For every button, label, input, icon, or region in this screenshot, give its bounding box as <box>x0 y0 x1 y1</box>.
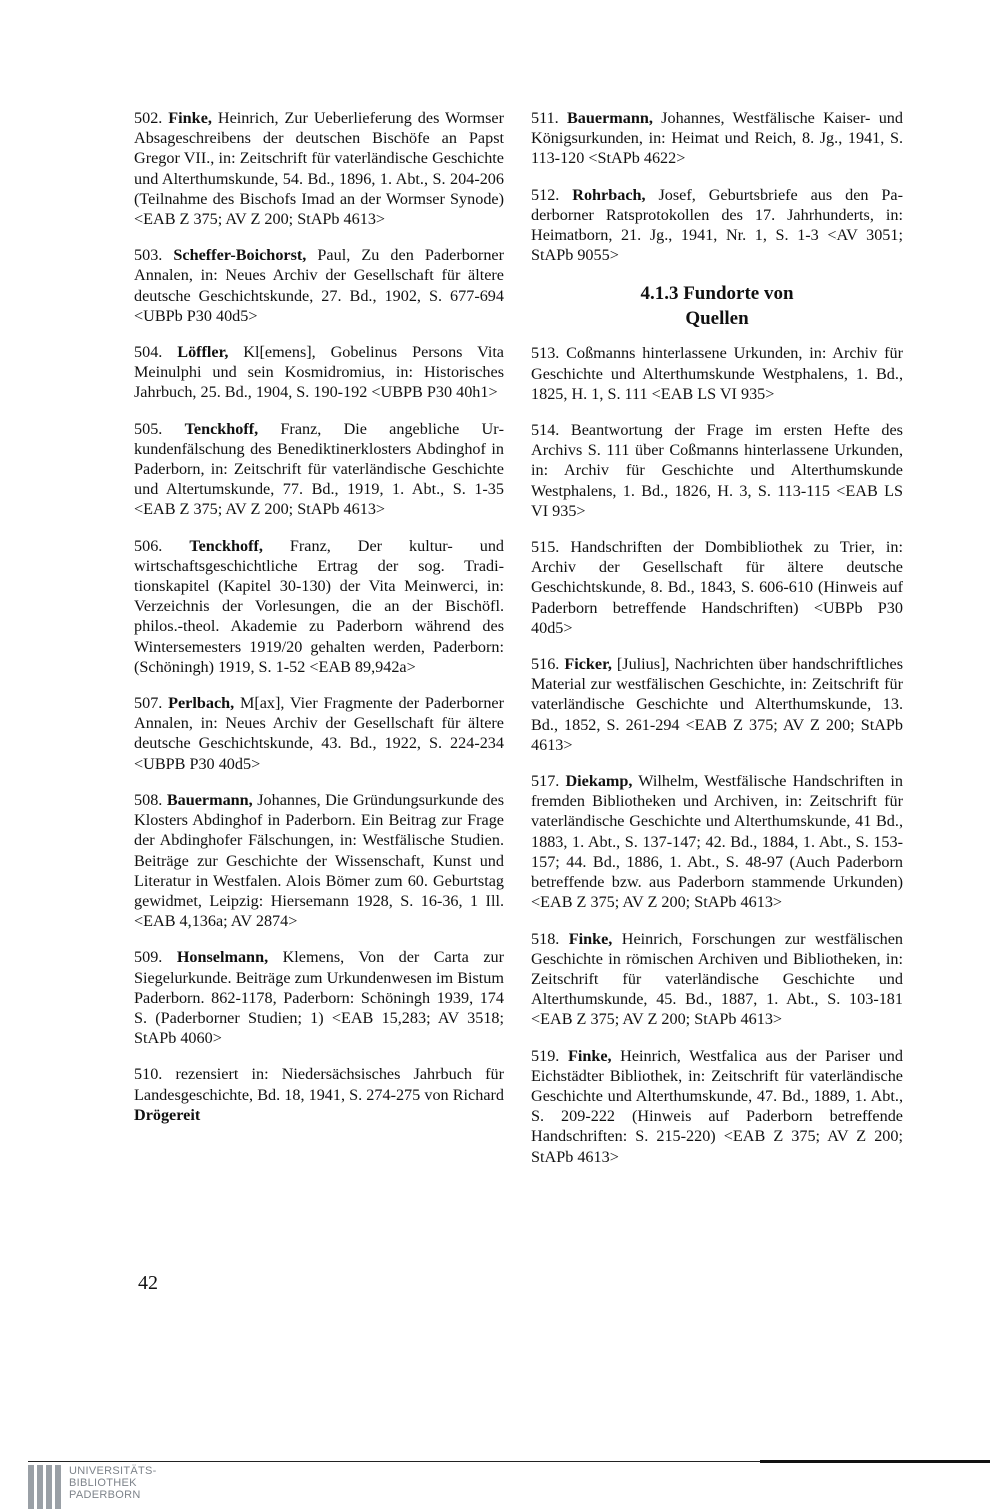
entry-number: 503. <box>134 246 174 265</box>
entry-513 <box>531 343 903 404</box>
logo-line: BIBLIOTHEK <box>69 1477 137 1489</box>
entry-text: Wilhelm, Westfälische Handschriften in fremden Bibliotheken und Archiven, in: Zeitschrift für vaterländische Geschichte und Alterthumskunde, 41 Bd., 1883, 1. Abt., S. 137-147; 42. Bd., 1884, 1. Abt., S. 153-157; 44. Bd., 1886, 1. Abt., S. 48-97 (Auch Paderborn betreffende bzw. aus Paderborn stammende Urkunden) <EAB Z 375; AV Z 200; StAPb 4613> <box>531 772 903 912</box>
entry-author: Finke, <box>568 929 613 948</box>
entry-text: Franz, Der kultur- und wirtschaftsgeschichtliche Ertrag der sog. Traditionskapitel (Kapitel 30-130) der Vita Meinwerci, in: Verzeichnis der Vorlesungen, die an der Bischöfl. philos.-theol. Akademie zu Paderborn während des Wintersemesters 1919/20 gehalten werden, Paderborn: (Schöningh) 1919, S. 1-52 <EAB 89,942a> <box>134 536 505 676</box>
entry-text: Josef, Geburtsbriefe aus den Paderborner Ratsprotokollen des 17. Jahrhunderts, in: Heimatborn, 21. Jg., 1941, Nr. 1, S. 1-3 <AV 3051; StAPb 9055> <box>531 185 903 265</box>
entry-author: Perlbach, <box>168 694 235 713</box>
entry-text: Heinrich, Forschungen zur westfälischen Geschichte in römischen Archiven und Bibliotheken, in: Zeitschrift für vaterländische Geschichte und Alterthumskunde, 45. Bd., 1887, 1. Abt., S. 103-181 <EAB Z 375; AV Z 200; StAPb 4613> <box>531 929 904 1029</box>
entry-508 <box>134 790 504 931</box>
right-column <box>531 108 903 1183</box>
entry-504 <box>134 342 504 403</box>
entry-510 <box>134 1064 504 1125</box>
entry-511 <box>531 108 903 169</box>
footer-rule-thick <box>760 1460 990 1463</box>
logo-line: PADERBORN <box>69 1489 141 1501</box>
entry-text: Kl[emens], Gobelinus Persons Vita Meinulphi und sein Kosmidromius, in: Historisches Jahrbuch, 25. Bd., 1904, S. 190-192 <UBPB P30 40h1> <box>134 343 504 402</box>
entry-author: Drögereit <box>134 1105 201 1124</box>
entry-502 <box>134 108 504 229</box>
entry-author: Diekamp, <box>565 772 633 791</box>
entry-515 <box>531 537 903 638</box>
entry-506 <box>134 536 504 677</box>
entry-text: Johannes, Die Gründungsurkunde des Klosters Abdinghof in Paderborn. Ein Beitrag zur Frage der Abdinghofer Fälschungen, in: Westfälische Studien. Beiträge zur Geschichte der Wissenschaft, Kunst und Literatur in Westfalen. Alois Bömer zum 60. Geburtstag gewidmet, Leipzig: Hiersemann 1928, S. 16-36, 1 Ill. <EAB 4,136a; AV 2874> <box>134 790 505 931</box>
entry-text: Franz, Die angebliche Urkundenfälschung des Benediktinerklosters Abdinghof in Paderborn, in: Zeitschrift für vaterländische Geschichte und Altertumskunde, 77. Bd., 1919, 1. Abt., S. 1-35 <EAB Z 375; AV Z 200; StAPb 4613> <box>134 419 505 519</box>
entry-text: Klemens, Von der Carta zur Siegelurkunde. Beiträge zum Urkundenwesen im Bistum Paderborn. 862-1178, Paderborn: Schöningh 1939, 174 S. (Paderborner Studien; 1) <EAB 15,283; AV 3518; StAPb 4060> <box>134 948 504 1048</box>
entry-519 <box>531 1046 903 1167</box>
entry-518 <box>531 929 903 1030</box>
entry-number: 509. <box>134 948 177 967</box>
entry-503 <box>134 245 504 326</box>
entry-author: Finke, <box>567 1046 612 1065</box>
entry-number: 516. <box>531 655 565 674</box>
entry-author: Tenckhoff, <box>184 419 259 438</box>
entry-512 <box>531 185 903 266</box>
entry-number: 502. <box>134 109 169 127</box>
entry-514 <box>531 420 903 521</box>
entry-number: 507. <box>134 694 169 713</box>
entry-number: 506. <box>134 536 190 555</box>
entry-516 <box>531 654 903 755</box>
section-heading: 4.1.3 Fundorte von Quellen <box>640 283 794 330</box>
entry-author: Tenckhoff, <box>189 536 263 555</box>
entry-author: Ficker, <box>564 655 612 674</box>
entry-number: 505. <box>134 419 185 438</box>
entry-number: 511. <box>531 109 567 127</box>
entry-number: 510. rezensiert in: Niedersächsisches Jahrbuch für Landesgeschichte, Bd. 18, 1941, S. 274-275 von Richard <box>134 1065 504 1104</box>
entry-text: Heinrich, Zur Ueberlieferung des Wormser Absageschreibens der deutschen Bischöfe an Papst Gregor VII., in: Zeitschrift für vaterländische Geschichte und Alterthumskunde, 54. Bd., 1896, 1. Abt., S. 204-206 (Teilnahme des Bischofs Imad an der Wormser Synode) <EAB Z 375; AV Z 200; StAPb 4613> <box>134 109 504 229</box>
entry-text: Johannes, Westfälische Kaiser- und Königsurkunden, in: Heimat und Reich, 8. Jg., 1941, S. 113-120 <StAPb 4622> <box>531 109 903 168</box>
entry-number: 519. <box>531 1046 568 1065</box>
entry-text: Heinrich, Westfalica aus der Pariser und Eichstädter Bibliothek, in: Zeitschrift für vaterländische Geschichte und Alterthumskunde, 47. Bd., 1889, 1. Abt., S. 209-222 (Hinweis auf Paderborn betreffende Handschriften: S. 215-220) <EAB Z 375; AV Z 200; StAPb 4613> <box>531 1046 903 1166</box>
entry-text: [Julius], Nachrichten über handschriftliches Material zur westfälischen Geschichte, in: Zeitschrift für vaterländische Geschichte und Alterthumskunde, 13. Bd., 1852, S. 261-294 <EAB Z 375; AV Z 200; StAPb 4613> <box>531 655 904 754</box>
entry-author: Honselmann, <box>176 948 269 967</box>
entry-author: Finke, <box>168 109 212 127</box>
entry-number: 518. <box>531 929 569 948</box>
entry-text: 514. Beantwortung der Frage im ersten Hefte des Archivs S. 111 über Coßmanns hinterlassene Urkunden, in: Archiv für Geschichte und Alterthumskunde Westphalens, 1. Bd., 1826, H. 3, S. 113-115 <EAB LS VI 935> <box>531 421 903 520</box>
library-logo <box>28 1465 157 1509</box>
entry-author: Rohrbach, <box>572 185 646 204</box>
entry-number: 504. <box>134 343 178 362</box>
entry-number: 508. <box>134 790 167 809</box>
entry-author: Löffler, <box>177 343 229 362</box>
entry-number: 512. <box>531 185 573 204</box>
logo-bars-icon <box>28 1465 61 1509</box>
entry-text: 515. Handschriften der Dombibliothek zu Trier, in: Archiv der Gesellschaft für ältere deutsche Geschichtskunde, 8. Bd., 1843, S. 606-610 (Hinweis auf Paderborn betreffende Handschriften) <UBPb P30 40d5> <box>531 538 903 637</box>
entry-507 <box>134 693 504 774</box>
left-column <box>134 108 504 1141</box>
entry-509 <box>134 947 504 1048</box>
entry-author: Scheffer-Boichorst, <box>173 246 307 265</box>
logo-text <box>69 1465 157 1501</box>
entry-text: M[ax], Vier Fragmente der Paderborner Annalen, in: Neues Archiv der Gesellschaft für ältere deutsche Geschichtskunde, 43. Bd., 1922, S. 224-234 <UBPB P30 40d5> <box>134 694 504 773</box>
entry-517 <box>531 771 903 912</box>
entry-505 <box>134 419 504 520</box>
entry-author: Bauermann, <box>567 109 653 127</box>
entry-author: Bauermann, <box>166 790 253 809</box>
entry-number: 517. <box>531 772 566 791</box>
logo-line: UNIVERSITÄTS- <box>69 1465 157 1477</box>
entry-text: Paul, Zu den Paderborner Annalen, in: Neues Archiv der Gesellschaft für ältere deutsche Geschichtskunde, 27. Bd., 1902, S. 677-694 <UBPb P30 40d5> <box>134 246 504 325</box>
page-number: 42 <box>138 1272 158 1294</box>
entry-text: 513. Coßmanns hinterlassene Urkunden, in: Archiv für Geschichte und Alterthumskunde Westphalens, 1. Bd., 1825, H. 1, S. 111 <EAB LS VI 935> <box>531 344 903 403</box>
